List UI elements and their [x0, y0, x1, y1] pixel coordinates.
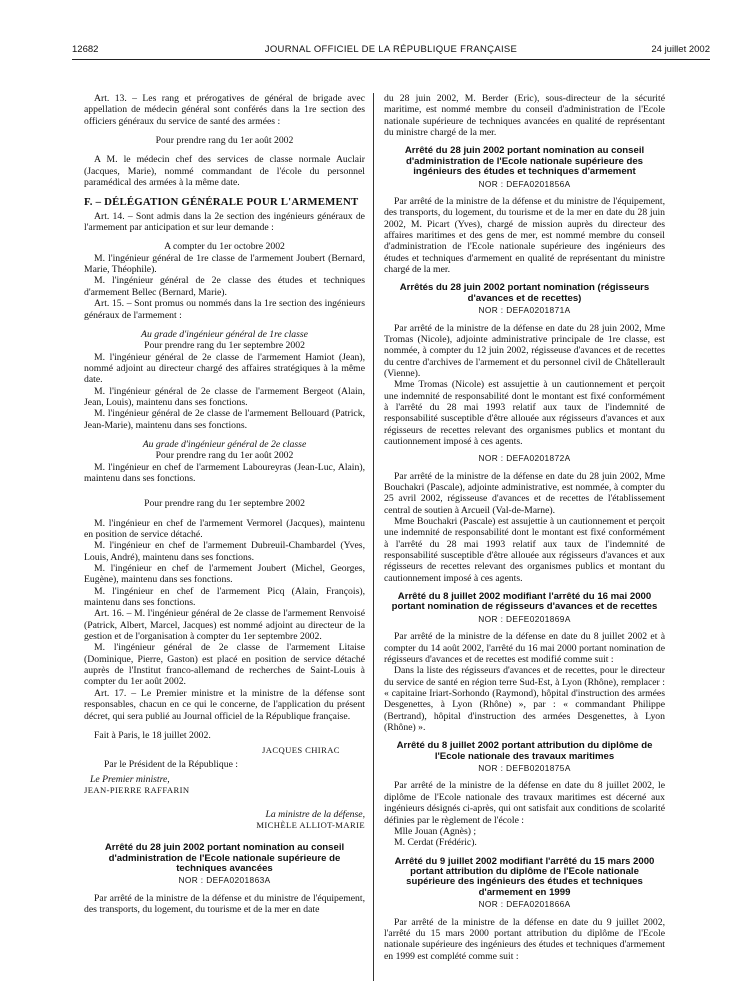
auclair-paragraph: A M. le médecin chef des services de classe normale Auclair (Jacques, Marie), nommé commandant de l'école du personnel paramédical des armées à la même date. — [84, 154, 365, 189]
decree-heading: Arrêté du 28 juin 2002 portant nomination au conseil d'administration de l'Ecole nationale supérieure de techniques avancées — [104, 842, 345, 875]
graduate-name: Mlle Jouan (Agnès) ; — [394, 825, 477, 837]
appointment-paragraph: M. l'ingénieur général de 2e classe de l'armement Bergeot (Alain, Jean, Louis), maintenu dans ses fonctions. — [84, 385, 365, 408]
decree-paragraph: Par arrêté de la ministre de la défense et du ministre de l'équipement, des transports, du logement, du tourisme et de la mer en date — [84, 892, 365, 916]
defense-minister-name: MICHÈLE ALLIOT-MARIE — [256, 819, 365, 830]
section-heading-f: F. – DÉLÉGATION GÉNÉRALE POUR L'ARMEMENT — [84, 196, 359, 209]
nor-reference: NOR : DEFA0201866A — [478, 899, 571, 910]
decree-paragraph: Mme Tromas (Nicole) est assujettie à un cautionnement et perçoit une indemnité de responsabilité dont le montant est fixé conformément à l'arrêté du 28 mai 1993 relatif aux taux de l'indemnité de responsabilité susceptible d'être allouée aux régisseurs d'avances et aux régisseurs de recettes relevant des organismes publics et montant du cautionnement imposé à ces agents. — [384, 379, 665, 447]
decree-heading: Arrêté du 28 juin 2002 portant nomination au conseil d'administration de l'Ecole nationale supérieure des ingénieurs des études et techniques d'armement — [404, 145, 645, 178]
decree-heading: Arrêté du 8 juillet 2002 modifiant l'arrêté du 16 mai 2000 portant nomination de régisseurs d'avances et de recettes — [391, 591, 658, 613]
decree-heading: Arrêté du 8 juillet 2002 portant attribution du diplôme de l'Ecole nationale des travaux maritimes — [396, 740, 653, 762]
journal-title: JOURNAL OFFICIEL DE LA RÉPUBLIQUE FRANÇAISE — [264, 44, 518, 55]
nor-reference: NOR : DEFE0201869A — [478, 613, 571, 624]
nor-reference: NOR : DEFA0201856A — [478, 178, 571, 189]
defense-minister-title: La ministre de la défense, — [265, 808, 365, 820]
president-signature: JACQUES CHIRAC — [262, 745, 340, 756]
decree-paragraph: Par arrêté de la ministre de la défense en date du 9 juillet 2002, l'arrêté du 15 mars 2000 portant attribution du diplôme de l'Ecole nationale supérieure des ingénieurs des études et techniques d'armement en 1999 est complété comme suit : — [384, 916, 665, 962]
page-header — [72, 44, 710, 60]
signing-place-date: Fait à Paris, le 18 juillet 2002. — [94, 729, 211, 741]
nor-reference: NOR : DEFA0201863A — [178, 875, 271, 886]
art17-paragraph: Art. 17. – Le Premier ministre et la ministre de la défense sont responsables, chacun en ce qui le concerne, de l'application du présent décret, qui sera publié au Journal officiel de la République française. — [84, 687, 365, 722]
appointment-paragraph: M. l'ingénieur en chef de l'armement Laboureyras (Jean-Luc, Alain), maintenu dans ses fonctions. — [84, 461, 365, 484]
art13-paragraph: Art. 13. – Les rang et prérogatives de général de brigade avec appellation de médecin général sont conférés dans la 1re section des officiers généraux du service de santé des armées : — [84, 93, 365, 127]
appointment-paragraph: M. l'ingénieur général de 2e classe des études et techniques d'armement Bellec (Bernard, Marie). — [84, 275, 365, 298]
decree-paragraph: Mme Bouchakri (Pascale) est assujettie à un cautionnement et perçoit une indemnité de responsabilité dont le montant est fixé conformément à l'arrêté du 28 mai 1993 relatif aux taux de l'indemnité de responsabilité susceptible d'être allouée aux régisseurs d'avances et aux régisseurs de recettes relevant des organismes publics et montant du cautionnement imposé à ces agents. — [384, 516, 665, 584]
decree-paragraph: Par arrêté de la ministre de la défense en date du 28 juin 2002, Mme Tromas (Nicole), adjointe administrative principale de 1re classe, est nommée, à compter du 12 juin 2002, régisseuse d'avances et de recettes du centre d'archives de l'armement et du personnel civil de Châtellerault (Vienne). — [384, 322, 665, 379]
issue-date: 24 juillet 2002 — [651, 44, 710, 55]
decree-paragraph: Par arrêté de la ministre de la défense en date du 28 juin 2002, Mme Bouchakri (Pascale), adjointe administrative, est nommée, à compter du 25 avril 2002, régisseuse d'avances et de recettes de l'établissement central de soutien à Arcueil (Val-de-Marne). — [384, 470, 665, 516]
page-number: 12682 — [72, 44, 99, 55]
decree-paragraph: Par arrêté de la ministre de la défense et du ministre de l'équipement, des transports, du logement, du tourisme et de la mer en date du 28 juin 2002, M. Picart (Yves), chargé de mission auprès du directeur des affaires maritimes et des gens de mer, est nommé membre du conseil d'administration de l'Ecole nationale supérieure des ingénieurs des études et techniques d'armement en qualité de représentant du ministre chargé de la mer. — [384, 195, 665, 275]
grade-heading: Au grade d'ingénieur général de 2e classe — [142, 438, 307, 450]
appointment-paragraph: M. l'ingénieur général de 2e classe de l'armement Bellouard (Patrick, Jean-Marie), maintenu dans ses fonctions. — [84, 408, 365, 431]
appointment-paragraph: M. l'ingénieur en chef de l'armement Picq (Alain, François), maintenu dans ses fonctions. — [84, 585, 365, 609]
left-column — [84, 93, 365, 983]
decree-heading: Arrêtés du 28 juin 2002 portant nomination (régisseurs d'avances et de recettes) — [399, 282, 650, 304]
prime-minister-title: Le Premier ministre, — [90, 773, 170, 785]
rank-date-heading: Pour prendre rang du 1er septembre 2002 — [144, 498, 305, 510]
appointment-paragraph: M. l'ingénieur général de 2e classe de l'armement Litaise (Dominique, Pierre, Gaston) est placé en position de service détaché auprès de l'Institut franco-allemand de recherches de Saint-Louis à compter du 1er août 2002. — [84, 642, 365, 688]
decree-paragraph: Par arrêté de la ministre de la défense en date du 8 juillet 2002 et à compter du 14 août 2002, l'arrêté du 16 mai 2000 portant nomination de régisseurs d'avances et de recettes est modifié comme suit : — [384, 631, 665, 665]
graduate-name: M. Cerdat (Frédéric). — [394, 837, 477, 849]
rank-date-heading: Pour prendre rang du 1er août 2002 — [155, 450, 294, 462]
header-rule — [72, 59, 710, 60]
art16-paragraph: Art. 16. – M. l'ingénieur général de 2e classe de l'armement Renvoisé (Patrick, Albert, Marcel, Jacques) est nommé adjoint au directeur de la gestion et de l'organisation à compter du 1er septembre 2002. — [84, 608, 365, 643]
rank-date-heading: A compter du 1er octobre 2002 — [164, 241, 285, 253]
rank-date-heading: Pour prendre rang du 1er septembre 2002 — [144, 340, 305, 352]
art15-paragraph: Art. 15. – Sont promus ou nommés dans la 1re section des ingénieurs généraux de l'armement : — [84, 298, 365, 321]
nor-reference: NOR : DEFA0201871A — [478, 305, 571, 316]
prime-minister-name: JEAN-PIERRE RAFFARIN — [84, 785, 190, 796]
nor-reference: NOR : DEFB0201875A — [478, 763, 571, 774]
countersign-intro: Par le Président de la République : — [104, 758, 238, 770]
appointment-paragraph: M. l'ingénieur général de 2e classe de l'armement Hamiot (Jean), nommé adjoint au directeur chargé des affaires stratégiques à la même date. — [84, 351, 365, 386]
decree-paragraph: Par arrêté de la ministre de la défense en date du 8 juillet 2002, le diplôme de l'Ecole nationale des travaux maritimes est décerné aux ingénieurs désignés ci-après, qui ont satisfait aux conditions de scolarité définies par le règlement de l'école : — [384, 780, 665, 826]
decree-paragraph: Dans la liste des régisseurs d'avances et de recettes, pour le directeur du service de santé en région terre Sud-Est, à Lyon (Rhône), remplacer : « capitaine Iriart-Sorhondo (Raymond), hôpital d'instruction des armées Desgenettes, à Lyon (Rhône) », par : « commandant Philippe (Bertrand), hôpital d'instruction des armées Desgenettes, à Lyon (Rhône) ». — [384, 665, 665, 733]
appointment-paragraph: M. l'ingénieur en chef de l'armement Vermorel (Jacques), maintenu en position de service détaché. — [84, 517, 365, 540]
right-column — [384, 93, 665, 983]
decree-heading: Arrêté du 9 juillet 2002 modifiant l'arrêté du 15 mars 2000 portant attribution du diplôme de l'Ecole nationale supérieure des ingénieurs des études et techniques d'armement en 1999 — [394, 855, 655, 898]
grade-heading: Au grade d'ingénieur général de 1re classe — [141, 328, 308, 340]
decree-paragraph: du 28 juin 2002, M. Berder (Eric), sous-directeur de la sécurité maritime, est nommé membre du conseil d'administration de l'Ecole nationale supérieure de techniques avancées en qualité de représentant du ministre chargé de la mer. — [384, 93, 665, 139]
rank-date-heading: Pour prendre rang du 1er août 2002 — [155, 135, 294, 147]
appointment-paragraph: M. l'ingénieur général de 1re classe de l'armement Joubert (Bernard, Marie, Théophile). — [84, 252, 365, 276]
nor-reference: NOR : DEFA0201872A — [478, 453, 571, 464]
column-separator — [373, 93, 374, 981]
appointment-paragraph: M. l'ingénieur en chef de l'armement Dubreuil-Chambardel (Yves, Louis, André), maintenu dans ses fonctions. — [84, 540, 365, 563]
art14-paragraph: Art. 14. – Sont admis dans la 2e section des ingénieurs généraux de l'armement par anticipation et sur leur demande : — [84, 210, 365, 234]
appointment-paragraph: M. l'ingénieur en chef de l'armement Joubert (Michel, Georges, Eugène), maintenu dans ses fonctions. — [84, 563, 365, 586]
